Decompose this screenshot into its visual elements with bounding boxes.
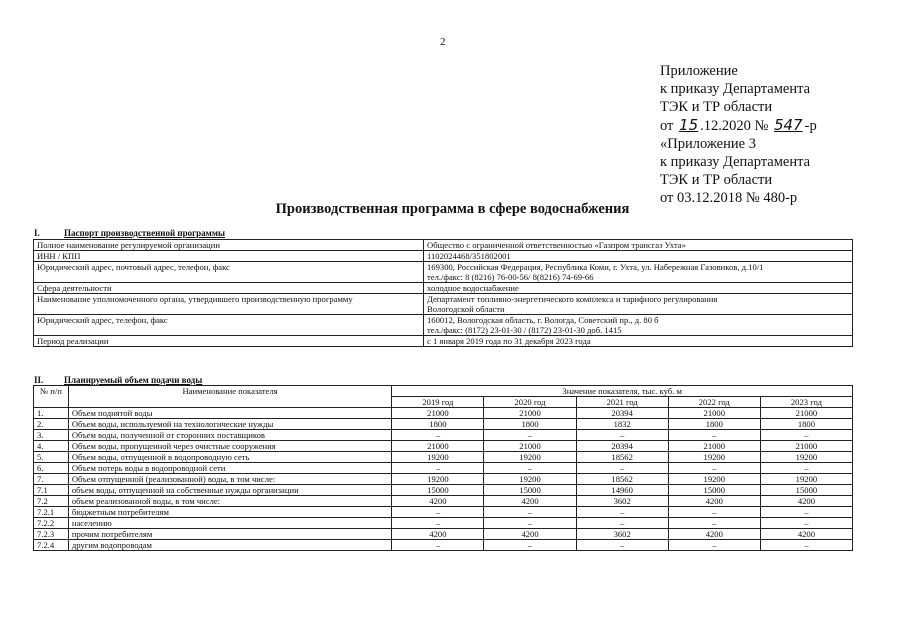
- section2-heading: [34, 375, 202, 385]
- appendix-line: «Приложение 3: [660, 136, 756, 152]
- row-value: 1832: [576, 419, 668, 430]
- passport-label: Сфера деятельности: [34, 283, 424, 294]
- document-title: Производственная программа в сфере водоснабжения: [275, 201, 630, 217]
- row-value: –: [760, 430, 852, 441]
- table-row: [34, 441, 853, 452]
- passport-value: [424, 315, 853, 336]
- passport-label: Юридический адрес, почтовый адрес, телефон, факс: [34, 262, 424, 283]
- row-value: 4200: [392, 496, 484, 507]
- row-value: 21000: [484, 408, 576, 419]
- row-value: –: [392, 430, 484, 441]
- passport-value-line: холодное водоснабжение: [427, 283, 519, 293]
- table-row: [34, 529, 853, 540]
- passport-value: [424, 251, 853, 262]
- passport-label: ИНН / КПП: [34, 251, 424, 262]
- section2-number: II.: [34, 375, 44, 385]
- row-value: –: [576, 430, 668, 441]
- appendix-order-line: [660, 116, 817, 135]
- row-value: 20394: [576, 408, 668, 419]
- row-value: 15000: [392, 485, 484, 496]
- row-name: Объем воды, пропущенной через очистные сооружения: [68, 441, 392, 452]
- table-row: [34, 518, 853, 529]
- passport-table: [33, 239, 853, 347]
- passport-value-line: 169300, Российская Федерация, Республика Коми, г. Ухта, ул. Набережная Газовиков, д.10/1: [427, 262, 764, 272]
- passport-value-line: с 1 января 2019 года по 31 декабря 2023 года: [427, 336, 591, 346]
- row-value: 21000: [668, 408, 760, 419]
- row-value: –: [760, 507, 852, 518]
- passport-value: [424, 240, 853, 251]
- table-row: [34, 485, 853, 496]
- row-value: –: [392, 540, 484, 551]
- row-value: 19200: [668, 452, 760, 463]
- row-value: –: [392, 518, 484, 529]
- appendix-line: ТЭК и ТР области: [660, 99, 773, 115]
- row-value: –: [760, 540, 852, 551]
- passport-value: [424, 262, 853, 283]
- row-value: –: [484, 518, 576, 529]
- row-value: –: [392, 463, 484, 474]
- row-value: –: [484, 463, 576, 474]
- row-number: 7.2.3: [34, 529, 69, 540]
- appendix-line: Приложение: [660, 63, 738, 79]
- order-date: .12.2020 №: [700, 118, 769, 134]
- passport-row: [34, 251, 853, 262]
- row-value: 14960: [576, 485, 668, 496]
- row-name: Объем воды, используемой на технологические нужды: [68, 419, 392, 430]
- passport-value: [424, 294, 853, 315]
- row-number: 7.: [34, 474, 69, 485]
- row-name: населению: [68, 518, 392, 529]
- row-name: Объем отпущенной (реализованной) воды, в том числе:: [68, 474, 392, 485]
- row-value: 4200: [484, 529, 576, 540]
- row-value: 15000: [760, 485, 852, 496]
- row-value: 19200: [484, 474, 576, 485]
- row-number: 7.2.2: [34, 518, 69, 529]
- row-value: –: [576, 540, 668, 551]
- row-value: –: [576, 463, 668, 474]
- row-value: 21000: [668, 441, 760, 452]
- row-value: 4200: [392, 529, 484, 540]
- row-value: –: [668, 463, 760, 474]
- row-name: Объем воды, полученной от сторонних поставщиков: [68, 430, 392, 441]
- row-value: –: [576, 518, 668, 529]
- row-value: –: [484, 430, 576, 441]
- row-value: 3602: [576, 529, 668, 540]
- order-prefix: от: [660, 118, 674, 134]
- passport-label: Наименование уполномоченного органа, утвердившего производственную программу: [34, 294, 424, 315]
- passport-value-line: тел./факс: 8 (8216) 76-00-56/ 8(8216) 74-69-66: [427, 272, 594, 282]
- row-number: 7.2.1: [34, 507, 69, 518]
- year-header: 2020 год: [484, 397, 576, 408]
- row-name: бюджетным потребителям: [68, 507, 392, 518]
- row-name: Объем воды, отпущенной в водопроводную сеть: [68, 452, 392, 463]
- row-value: –: [484, 507, 576, 518]
- row-value: –: [760, 463, 852, 474]
- appendix-line: от 03.12.2018 № 480-р: [660, 190, 798, 206]
- appendix-line: ТЭК и ТР области: [660, 172, 773, 188]
- passport-row: [34, 262, 853, 283]
- order-suffix: -р: [804, 118, 817, 134]
- table-row: [34, 496, 853, 507]
- year-header: 2021 год: [576, 397, 668, 408]
- col-values-header: Значение показателя, тыс. куб. м: [392, 386, 853, 397]
- section1-title: Паспорт производственной программы: [64, 228, 225, 238]
- appendix-block: [660, 62, 817, 207]
- handwritten-day: 15: [679, 116, 699, 134]
- table-row: [34, 507, 853, 518]
- table-row: [34, 474, 853, 485]
- row-value: –: [760, 518, 852, 529]
- passport-label: Полное наименование регулируемой организации: [34, 240, 424, 251]
- row-value: 20394: [576, 441, 668, 452]
- row-value: 18562: [576, 452, 668, 463]
- row-name: другим водопроводам: [68, 540, 392, 551]
- row-value: 21000: [392, 408, 484, 419]
- row-value: 21000: [760, 408, 852, 419]
- row-number: 4.: [34, 441, 69, 452]
- row-number: 7.1: [34, 485, 69, 496]
- row-value: 1800: [392, 419, 484, 430]
- passport-row: [34, 240, 853, 251]
- volumes-table: [33, 385, 853, 551]
- col-num-header: № п/п: [34, 386, 69, 408]
- row-number: 7.2: [34, 496, 69, 507]
- row-value: 19200: [760, 474, 852, 485]
- passport-value: [424, 336, 853, 347]
- section2-title: Планируемый объем подачи воды: [64, 375, 203, 385]
- passport-label: Юридический адрес, телефон, факс: [34, 315, 424, 336]
- row-name: Объем потерь воды в водопроводной сети: [68, 463, 392, 474]
- row-value: 4200: [668, 529, 760, 540]
- row-value: 15000: [668, 485, 760, 496]
- table-row: [34, 430, 853, 441]
- passport-value-line: тел./факс: (8172) 23-01-30 / (8172) 23-01-30 доб. 1415: [427, 325, 622, 335]
- row-value: 1800: [760, 419, 852, 430]
- row-name: объем воды, отпущенной на собственные нужды организации: [68, 485, 392, 496]
- table-row: [34, 463, 853, 474]
- row-number: 3.: [34, 430, 69, 441]
- row-value: 19200: [760, 452, 852, 463]
- appendix-line: к приказу Департамента: [660, 81, 811, 97]
- passport-row: [34, 315, 853, 336]
- row-value: –: [668, 507, 760, 518]
- row-value: 1800: [484, 419, 576, 430]
- section1-number: I.: [34, 228, 40, 238]
- section1-heading: [34, 228, 225, 238]
- passport-row: [34, 336, 853, 347]
- page-number: 2: [440, 36, 446, 48]
- row-value: 21000: [484, 441, 576, 452]
- row-value: 1800: [668, 419, 760, 430]
- row-value: –: [668, 540, 760, 551]
- col-name-header: Наименование показателя: [68, 386, 392, 408]
- row-value: –: [668, 430, 760, 441]
- row-value: 3602: [576, 496, 668, 507]
- year-header: 2022 год: [668, 397, 760, 408]
- row-value: 21000: [392, 441, 484, 452]
- year-header: 2019 год: [392, 397, 484, 408]
- row-value: 19200: [668, 474, 760, 485]
- row-value: 4200: [668, 496, 760, 507]
- row-number: 5.: [34, 452, 69, 463]
- row-value: 18562: [576, 474, 668, 485]
- appendix-line: к приказу Департамента: [660, 154, 811, 170]
- row-number: 1.: [34, 408, 69, 419]
- row-value: –: [392, 507, 484, 518]
- row-value: 19200: [392, 474, 484, 485]
- passport-value-line: 160012, Вологодская область, г. Вологда, Советский пр., д. 80 б: [427, 315, 659, 325]
- year-header: 2023 год: [760, 397, 852, 408]
- passport-value-line: Вологодской области: [427, 304, 505, 314]
- row-value: 19200: [484, 452, 576, 463]
- handwritten-number: 547: [773, 116, 803, 134]
- passport-value-line: Департамент топливно-энергетического комплекса и тарифного регулирования: [427, 294, 718, 304]
- passport-label: Период реализации: [34, 336, 424, 347]
- row-value: 4200: [484, 496, 576, 507]
- row-value: 4200: [760, 496, 852, 507]
- table-row: [34, 452, 853, 463]
- row-value: –: [668, 518, 760, 529]
- table-row: [34, 540, 853, 551]
- row-number: 2.: [34, 419, 69, 430]
- passport-value: [424, 283, 853, 294]
- row-name: объем реализованной воды, в том числе:: [68, 496, 392, 507]
- row-name: прочим потребителям: [68, 529, 392, 540]
- passport-row: [34, 283, 853, 294]
- table-row: [34, 419, 853, 430]
- table-row: [34, 408, 853, 419]
- row-value: 21000: [760, 441, 852, 452]
- row-number: 6.: [34, 463, 69, 474]
- row-number: 7.2.4: [34, 540, 69, 551]
- row-value: 15000: [484, 485, 576, 496]
- passport-value-line: 1102024468/351802001: [427, 251, 511, 261]
- row-value: 4200: [760, 529, 852, 540]
- passport-row: [34, 294, 853, 315]
- passport-value-line: Общество с ограниченной ответственностью «Газпром трансгаз Ухта»: [427, 240, 686, 250]
- row-value: –: [576, 507, 668, 518]
- row-value: –: [484, 540, 576, 551]
- row-name: Объем поднятой воды: [68, 408, 392, 419]
- row-value: 19200: [392, 452, 484, 463]
